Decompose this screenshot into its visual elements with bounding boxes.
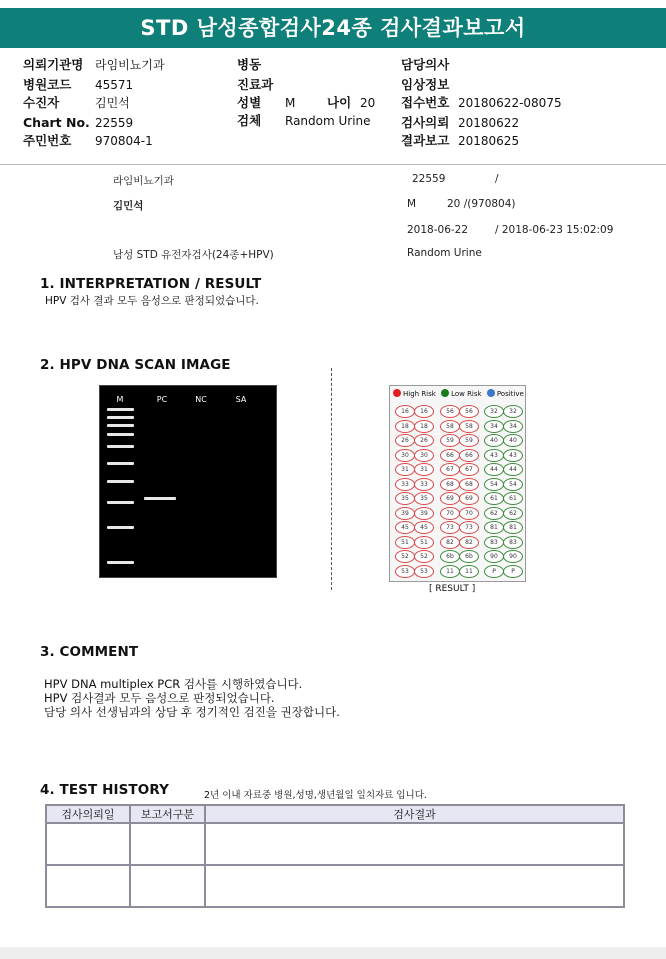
- chip-spot: 16: [395, 405, 415, 418]
- positive-dot-icon: [487, 389, 495, 397]
- chip-spot: 54: [503, 478, 523, 491]
- doctor-label: 담당의사: [401, 57, 450, 72]
- chip-spot: 11: [440, 565, 460, 578]
- interpretation-text: HPV 검사 결과 모두 음성으로 판정되었습니다.: [45, 295, 259, 307]
- clinical-label: 임상정보: [401, 77, 450, 92]
- chip-spot: 45: [414, 521, 434, 534]
- chip-spot: 52: [414, 550, 434, 563]
- legend-low-risk: Low Risk: [451, 390, 482, 398]
- table-row: [46, 823, 624, 865]
- chip-spot: 56: [459, 405, 479, 418]
- low-risk-dot-icon: [441, 389, 449, 397]
- code-label: 병원코드: [23, 77, 72, 92]
- ladder-band: [107, 445, 134, 448]
- section-scan-title: 2. HPV DNA SCAN IMAGE: [40, 357, 231, 373]
- chip-spot: 40: [503, 434, 523, 447]
- receipt-value: 20180622-08075: [458, 96, 562, 110]
- chip-spot: 45: [395, 521, 415, 534]
- chip-spot: 70: [459, 507, 479, 520]
- chip-spot: 31: [395, 463, 415, 476]
- ladder-band: [107, 480, 134, 483]
- chip-caption: [ RESULT ]: [429, 584, 476, 594]
- history-note: 2년 이내 자료중 병원,성명,생년월일 일치자료 입니다.: [204, 790, 427, 801]
- chip-spot: 39: [414, 507, 434, 520]
- hpv-chip-image: [389, 385, 526, 582]
- chip-spot: 69: [440, 492, 460, 505]
- hospital-label: 의뢰기관명: [23, 57, 84, 72]
- gel-lane-label: NC: [195, 395, 207, 404]
- chip-spot: 82: [459, 536, 479, 549]
- ladder-band: [107, 408, 134, 411]
- chip-legend: [393, 389, 524, 398]
- result-label: 결과보고: [401, 133, 450, 148]
- history-table: [45, 804, 625, 908]
- chip-spot: 59: [440, 434, 460, 447]
- chip-spot: 52: [395, 550, 415, 563]
- chip-spot: 56: [440, 405, 460, 418]
- chip-spot: 90: [503, 550, 523, 563]
- chip-spot: 66: [440, 449, 460, 462]
- specimen-value: Random Urine: [285, 114, 371, 128]
- summary-chart-slash: /: [495, 173, 499, 185]
- chip-spot: 35: [395, 492, 415, 505]
- ladder-band: [107, 526, 134, 529]
- chip-spot: 39: [395, 507, 415, 520]
- table-cell: [205, 823, 624, 865]
- chart-value: 22559: [95, 116, 134, 130]
- chip-spot: 51: [414, 536, 434, 549]
- history-header-cell: 보고서구분: [130, 805, 205, 823]
- summary-chart: 22559: [412, 173, 446, 185]
- chip-spot: 90: [484, 550, 504, 563]
- table-cell: [130, 823, 205, 865]
- ladder-band: [107, 424, 134, 427]
- chip-spot: 33: [414, 478, 434, 491]
- comment-block: [44, 677, 340, 719]
- history-header-row: [46, 805, 624, 823]
- request-value: 20180622: [458, 116, 520, 130]
- summary-sex: M: [407, 198, 417, 210]
- chip-spot: 43: [503, 449, 523, 462]
- gel-lane-label: SA: [235, 395, 247, 404]
- table-row: [46, 865, 624, 907]
- chip-spot: 35: [414, 492, 434, 505]
- patient-info-panel: [0, 48, 666, 165]
- chip-spot: 69: [459, 492, 479, 505]
- section-history-title: 4. TEST HISTORY: [40, 782, 169, 798]
- summary-test-name: 남성 STD 유전자검사(24종+HPV): [113, 249, 274, 261]
- chip-spot: 68: [459, 478, 479, 491]
- age-label: 나이: [327, 95, 352, 110]
- sex-value: M: [285, 96, 296, 110]
- chip-spot: 61: [503, 492, 523, 505]
- summary-hospital: 라임비뇨기과: [113, 175, 174, 187]
- table-cell: [46, 865, 130, 907]
- chip-spot: 44: [484, 463, 504, 476]
- chip-spot: P: [503, 565, 523, 578]
- ladder-band: [107, 433, 134, 436]
- chip-spot: 26: [414, 434, 434, 447]
- summary-patient: 김민석: [113, 200, 144, 212]
- sex-label: 성별: [237, 95, 262, 110]
- section-comment-title: 3. COMMENT: [40, 644, 139, 660]
- legend-high-risk: High Risk: [403, 390, 436, 398]
- summary-date-to: / 2018-06-23 15:02:09: [495, 224, 614, 236]
- chip-spot: 40: [484, 434, 504, 447]
- chip-spot: 53: [395, 565, 415, 578]
- specimen-label: 검체: [237, 113, 262, 128]
- chip-spot: 61: [484, 492, 504, 505]
- summary-age-rrn: 20 /(970804): [447, 198, 516, 210]
- chip-spot: 18: [414, 420, 434, 433]
- chip-spot: 73: [459, 521, 479, 534]
- chip-spot: 43: [484, 449, 504, 462]
- chip-spot: 68: [440, 478, 460, 491]
- chip-spot: 81: [484, 521, 504, 534]
- legend-positive: Positive: [496, 390, 524, 398]
- chip-spot: 16: [414, 405, 434, 418]
- chip-spot: 67: [459, 463, 479, 476]
- chip-spot: 73: [440, 521, 460, 534]
- code-value: 45571: [95, 78, 134, 92]
- gel-lane-label: M: [116, 395, 124, 404]
- chip-spot: 51: [395, 536, 415, 549]
- chip-spot: 32: [503, 405, 523, 418]
- chip-spot: 18: [395, 420, 415, 433]
- chip-spot: 59: [459, 434, 479, 447]
- chip-spot: 70: [440, 507, 460, 520]
- chip-spot: 32: [484, 405, 504, 418]
- ladder-band: [107, 416, 134, 419]
- chip-spot: 62: [503, 507, 523, 520]
- table-cell: [46, 823, 130, 865]
- chip-spot: 34: [484, 420, 504, 433]
- history-header-cell: 검사의뢰일: [46, 805, 130, 823]
- hospital-value: 라임비뇨기과: [95, 58, 165, 72]
- chip-spot: 83: [484, 536, 504, 549]
- chip-spot: 26: [395, 434, 415, 447]
- chip-spot: 81: [503, 521, 523, 534]
- chip-spot: 58: [440, 420, 460, 433]
- summary-specimen: Random Urine: [407, 247, 482, 259]
- chip-spot: 34: [503, 420, 523, 433]
- chip-spot: 11: [459, 565, 479, 578]
- section-interpretation-title: 1. INTERPRETATION / RESULT: [40, 276, 262, 292]
- chip-spot: 82: [440, 536, 460, 549]
- report-title: STD 남성종합검사24종 검사결과보고서: [0, 8, 666, 48]
- comment-line: HPV DNA multiplex PCR 검사를 시행하였습니다.: [44, 677, 303, 691]
- patient-label: 수진자: [23, 95, 60, 110]
- pc-band: [144, 497, 176, 500]
- history-header-cell: 검사결과: [205, 805, 624, 823]
- chip-spot: P: [484, 565, 504, 578]
- rrn-value: 970804-1: [95, 134, 153, 148]
- gel-lane-label: PC: [156, 395, 168, 404]
- chip-spot: 44: [503, 463, 523, 476]
- chip-spot: 6b: [440, 550, 460, 563]
- divider-line: [331, 368, 332, 590]
- high-risk-dot-icon: [393, 389, 401, 397]
- table-cell: [205, 865, 624, 907]
- rrn-label: 주민번호: [23, 133, 72, 148]
- chip-spot: 83: [503, 536, 523, 549]
- result-value: 20180625: [458, 134, 520, 148]
- receipt-label: 접수번호: [401, 95, 450, 110]
- gel-electrophoresis-image: [99, 385, 277, 578]
- chip-spot: 6b: [459, 550, 479, 563]
- dept-label: 진료과: [237, 77, 274, 92]
- comment-line: 담당 의사 선생님과의 상담 후 정기적인 검진을 권장합니다.: [44, 705, 340, 719]
- chart-label: Chart No.: [23, 115, 90, 130]
- chip-spot: 66: [459, 449, 479, 462]
- request-label: 검사의뢰: [401, 115, 450, 130]
- chip-spot: 30: [414, 449, 434, 462]
- page-footer-band: [0, 947, 666, 959]
- chip-spot: 53: [414, 565, 434, 578]
- chip-spot: 30: [395, 449, 415, 462]
- chip-spot: 31: [414, 463, 434, 476]
- ladder-band: [107, 561, 134, 564]
- comment-line: HPV 검사결과 모두 음성으로 판정되었습니다.: [44, 691, 275, 705]
- chip-spot: 58: [459, 420, 479, 433]
- ladder-band: [107, 501, 134, 504]
- chip-spot: 67: [440, 463, 460, 476]
- patient-value: 김민석: [95, 96, 130, 110]
- ladder-band: [107, 462, 134, 465]
- hospital-row: [23, 56, 83, 74]
- ward-label: 병동: [237, 57, 262, 72]
- chip-spot: 54: [484, 478, 504, 491]
- chip-spot: 33: [395, 478, 415, 491]
- summary-date-from: 2018-06-22: [407, 224, 469, 236]
- age-value: 20: [360, 96, 376, 110]
- table-cell: [130, 865, 205, 907]
- chip-spot: 62: [484, 507, 504, 520]
